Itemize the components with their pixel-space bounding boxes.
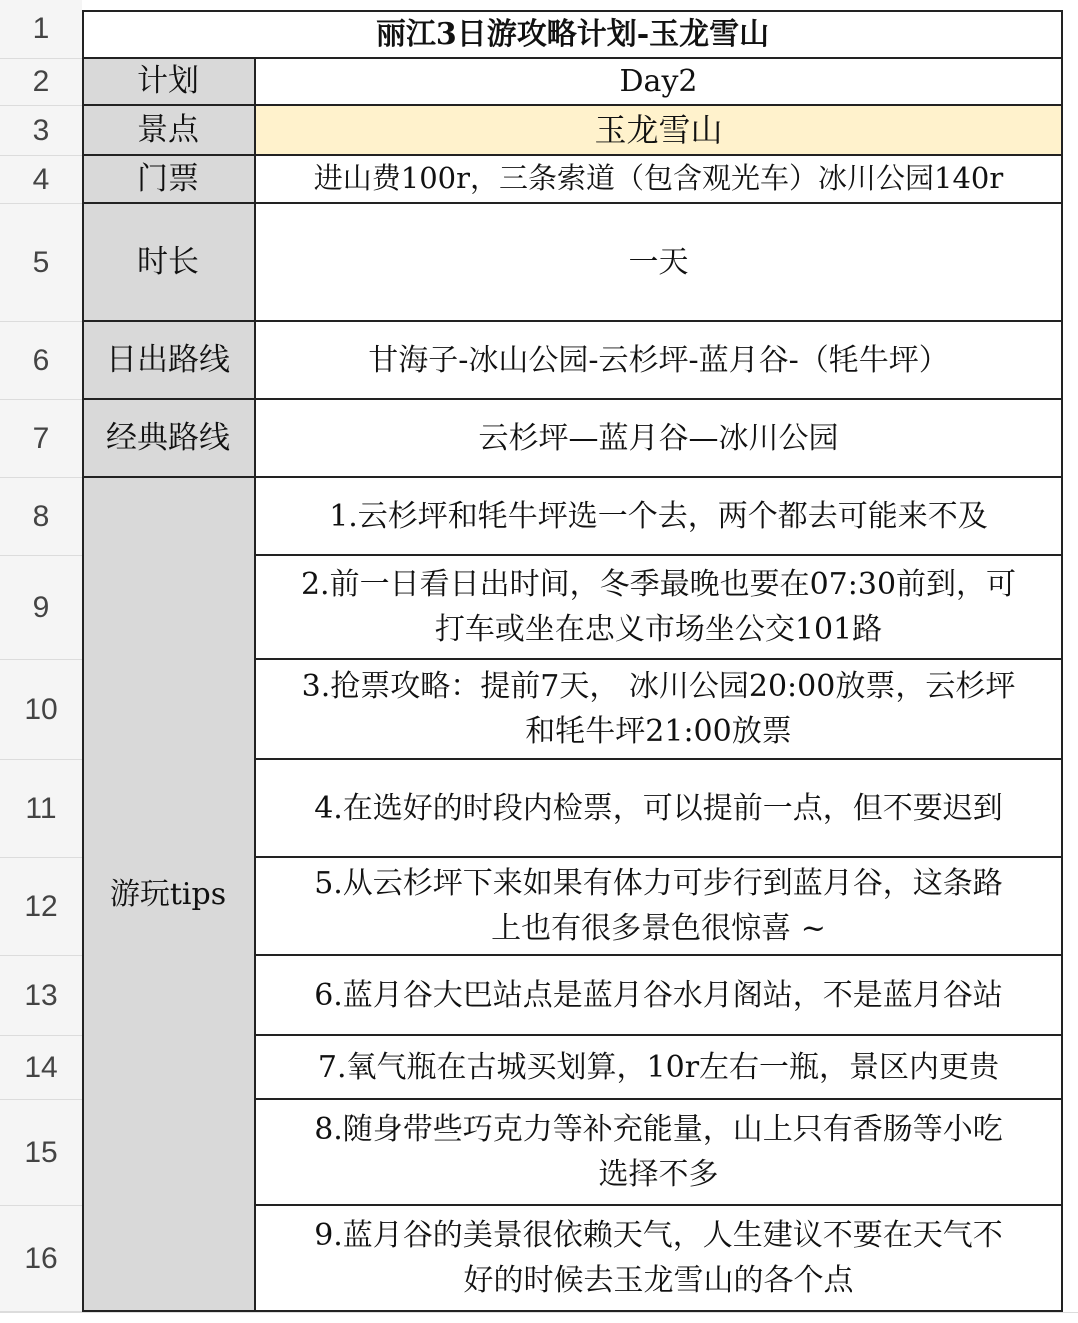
row-number[interactable]: 13	[0, 956, 82, 1036]
row-number[interactable]: 1	[0, 0, 82, 59]
row-number[interactable]: 8	[0, 478, 82, 556]
plan-label-cell[interactable]: 计划	[82, 59, 256, 106]
row-number[interactable]: 4	[0, 156, 82, 204]
tip-cell[interactable]	[256, 1100, 1063, 1206]
row-number[interactable]: 16	[0, 1206, 82, 1312]
tip-cell[interactable]	[256, 478, 1063, 556]
tip-line: 6.蓝月谷大巴站点是蓝月谷水月阁站，不是蓝月谷站	[314, 977, 1003, 1013]
row-number[interactable]: 9	[0, 556, 82, 660]
row-number[interactable]: 14	[0, 1036, 82, 1100]
tip-line: 7.氧气瓶在古城买划算，10r左右一瓶，景区内更贵	[317, 1049, 1000, 1085]
row-number[interactable]: 7	[0, 400, 82, 478]
tip-cell[interactable]	[256, 858, 1063, 956]
empty-row	[0, 1312, 1078, 1323]
tip-line: 9.蓝月谷的美景很依赖天气，人生建议不要在天气不	[314, 1218, 1003, 1253]
spot-label-cell[interactable]: 景点	[82, 106, 256, 156]
right-gutter	[1063, 0, 1078, 1322]
sunrise-route-label-cell[interactable]: 日出路线	[82, 322, 256, 400]
tip-cell[interactable]	[256, 660, 1063, 760]
row-number[interactable]: 3	[0, 106, 82, 156]
tip-line: 1.云杉坪和牦牛坪选一个去，两个都去可能来不及	[329, 498, 988, 534]
tip-line: 3.抢票攻略：提前7天， 冰川公园20:00放票，云杉坪	[301, 669, 1016, 704]
tip-line: 8.随身带些巧克力等补充能量，山上只有香肠等小吃	[314, 1112, 1003, 1147]
left-border	[82, 59, 84, 1312]
spot-value-cell[interactable]: 玉龙雪山	[256, 106, 1063, 156]
row-number[interactable]: 2	[0, 59, 82, 106]
tip-cell[interactable]	[256, 1206, 1063, 1312]
spreadsheet-grid	[82, 0, 1063, 1322]
tip-line: 打车或坐在忠义市场坐公交101路	[434, 612, 883, 647]
tip-cell[interactable]	[256, 556, 1063, 660]
ticket-label-cell[interactable]: 门票	[82, 156, 256, 204]
tips-label-cell[interactable]: 游玩tips	[82, 478, 256, 1312]
tip-line: 上也有很多景色很惊喜 ~	[491, 911, 826, 946]
row-number[interactable]: 10	[0, 660, 82, 760]
tip-line: 选择不多	[598, 1157, 719, 1192]
title-cell[interactable]: 丽江3日游攻略计划-玉龙雪山	[82, 10, 1063, 59]
duration-label-cell[interactable]: 时长	[82, 204, 256, 322]
row-number[interactable]: 6	[0, 322, 82, 400]
classic-route-value-cell[interactable]: 云杉坪—蓝月谷—冰川公园	[256, 400, 1063, 478]
ticket-value-cell[interactable]: 进山费100r，三条索道（包含观光车）冰川公园140r	[256, 156, 1063, 204]
plan-value-cell[interactable]: Day2	[256, 59, 1063, 106]
tip-cell[interactable]	[256, 760, 1063, 858]
sunrise-route-value-cell[interactable]: 甘海子-冰山公园-云杉坪-蓝月谷-（牦牛坪）	[256, 322, 1063, 400]
row-number-column	[0, 0, 82, 1322]
tip-cell[interactable]	[256, 956, 1063, 1036]
tip-line: 4.在选好的时段内检票，可以提前一点，但不要迟到	[314, 790, 1003, 826]
tip-line: 2.前一日看日出时间，冬季最晚也要在07:30前到，可	[300, 567, 1017, 602]
row-number[interactable]: 15	[0, 1100, 82, 1206]
tip-line: 好的时候去玉龙雪山的各个点	[463, 1263, 854, 1298]
duration-value-cell[interactable]: 一天	[256, 204, 1063, 322]
row-number[interactable]: 5	[0, 204, 82, 322]
row-number[interactable]: 11	[0, 760, 82, 858]
tip-cell[interactable]	[256, 1036, 1063, 1100]
row-number[interactable]: 12	[0, 858, 82, 956]
tip-line: 和牦牛坪21:00放票	[525, 714, 792, 749]
classic-route-label-cell[interactable]: 经典路线	[82, 400, 256, 478]
tip-line: 5.从云杉坪下来如果有体力可步行到蓝月谷，这条路	[314, 866, 1003, 901]
